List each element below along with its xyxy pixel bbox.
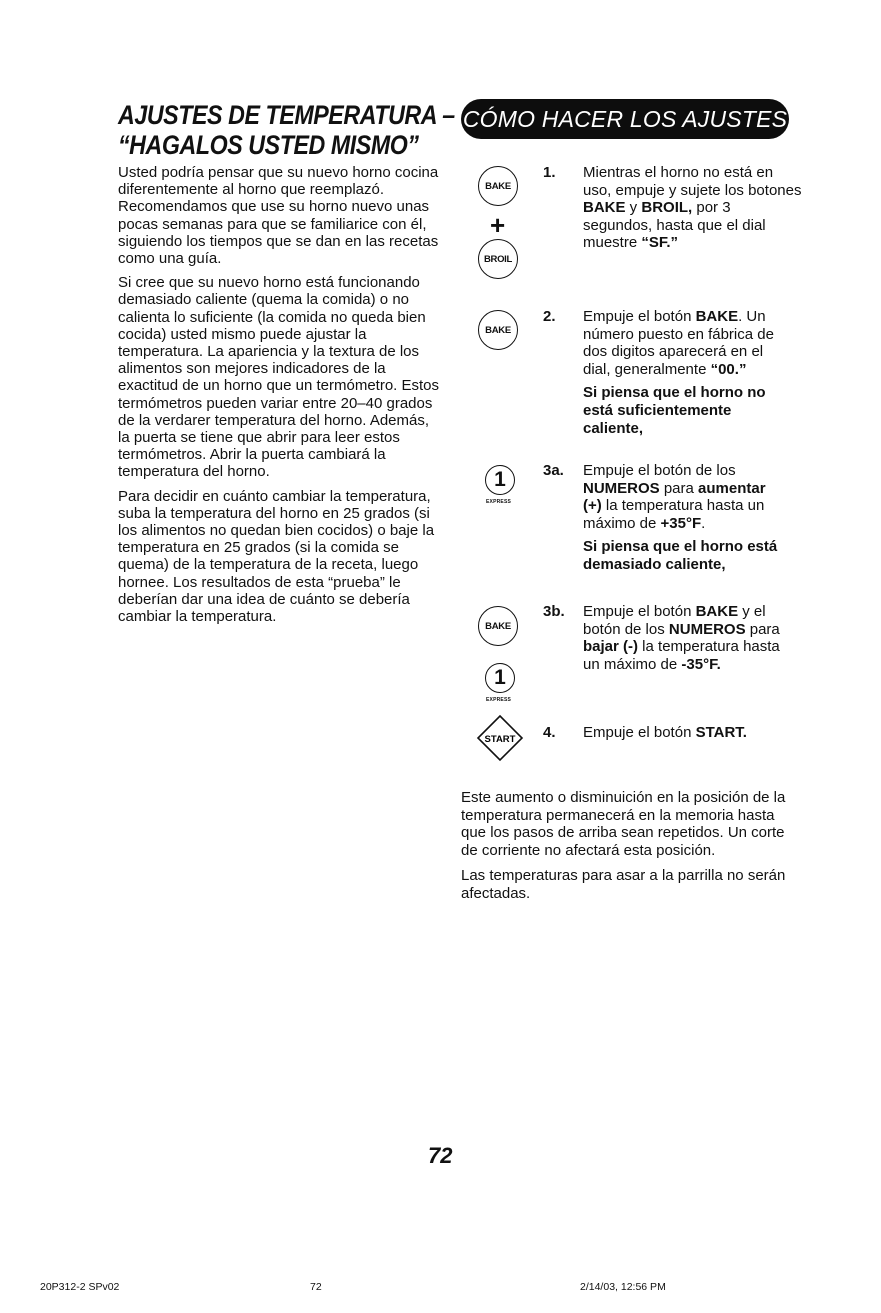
- heading-line-1: AJUSTES DE TEMPERATURA –: [118, 100, 455, 130]
- step-number: 2.: [543, 308, 556, 325]
- express-label: EXPRESS: [486, 697, 512, 703]
- step-3a-text: Empuje el botón de los NUMEROS para aumentar (+) la temperatura hasta un máximo de +35°F. Si piensa que el horno está demasiado caliente,: [583, 462, 778, 573]
- heading-line-2: “HAGALOS USTED MISMO”: [118, 130, 419, 160]
- step-2-condition: Si piensa que el horno no está suficientemente caliente,: [583, 384, 766, 437]
- notes: [461, 789, 791, 911]
- broil-button-icon: BROIL: [478, 239, 518, 279]
- footer-date: 2/14/03, 12:56 PM: [580, 1281, 666, 1293]
- step-number: 3a.: [543, 462, 564, 479]
- start-button-icon: [476, 714, 524, 762]
- step-3a-condition: Si piensa que el horno está demasiado caliente,: [583, 538, 778, 573]
- step-number: 3b.: [543, 603, 565, 620]
- paragraph: Para decidir en cuánto cambiar la temperatura, suba la temperatura del horno en 25 grados (si los alimentos no quedan bien cocidos) o baje la temperatura en 25 grados (si la comida se quema) de la temperatura de la receta, luego hornee. Los resultados de esta “prueba” le deberían dar una idea de cuánto se debería cambiar la temperatura.: [118, 487, 435, 626]
- note-paragraph: Este aumento o disminuición en la posición de la temperatura permanecerá en la memoria hasta que los pasos de arriba sean repetidos. Un corte de corriente no afectará esta posición.: [461, 789, 786, 859]
- svg-text:START: START: [484, 734, 516, 745]
- footer-code: 20P312-2 SPv02: [40, 1281, 120, 1293]
- step-number: 4.: [543, 724, 556, 741]
- bake-button-icon: BAKE: [478, 166, 518, 206]
- step-number: 1.: [543, 164, 556, 181]
- step-3b-text: Empuje el botón BAKE y el botón de los NUMEROS para bajar (-) la temperatura hasta un máximo de -35°F.: [583, 603, 780, 673]
- step-4-text: Empuje el botón START.: [583, 724, 747, 741]
- bake-button-icon: BAKE: [478, 606, 518, 646]
- step-2-text: Empuje el botón BAKE. Un número puesto en fábrica de dos digitos aparecerá en el dial, generalmente “00.” Si piensa que el horno no está suficientemente caliente,: [583, 308, 774, 437]
- section-heading: [118, 100, 455, 160]
- footer-page: 72: [310, 1281, 322, 1293]
- step-1-text: Mientras el horno no está en uso, empuje y sujete los botones BAKE y BROIL, por 3 segundos, hasta que el dial muestre “SF.”: [583, 164, 802, 252]
- number-one-button-icon: 1: [485, 663, 515, 693]
- page-number: 72: [428, 1143, 453, 1168]
- bake-button-icon: BAKE: [478, 310, 518, 350]
- intro-text: [118, 164, 440, 632]
- note-paragraph: Las temperaturas para asar a la parrilla no serán afectadas.: [461, 867, 786, 902]
- number-one-button-icon: 1: [485, 465, 515, 495]
- express-label: EXPRESS: [486, 499, 512, 505]
- paragraph: Usted podría pensar que su nuevo horno cocina diferentemente al horno que reemplazó. Recomendamos que use su horno nuevo unas pocas semanas para que se familiarice con él, siguiendo los tiempos que se dan en las recetas como una guía.: [118, 164, 439, 268]
- plus-icon: +: [490, 210, 506, 240]
- instructions-banner: CÓMO HACER LOS AJUSTES: [461, 99, 789, 139]
- paragraph: Si cree que su nuevo horno está funcionando demasiado caliente (quema la comida) o no calienta lo suficiente (la comida no queda bien cocida) usted mismo puede ajustar la temperatura. La apariencia y la textura de los alimentos son mejores indicadores de la exactitud de un horno que un termómetro. Estos termómetros pueden variar entre 20–40 grados de la verdarer temperatura del horno. Además, la puerta se tiene que abrir para leer estos termómetros. Abrir la puerta cambiará la temperatura del horno.: [118, 274, 440, 481]
